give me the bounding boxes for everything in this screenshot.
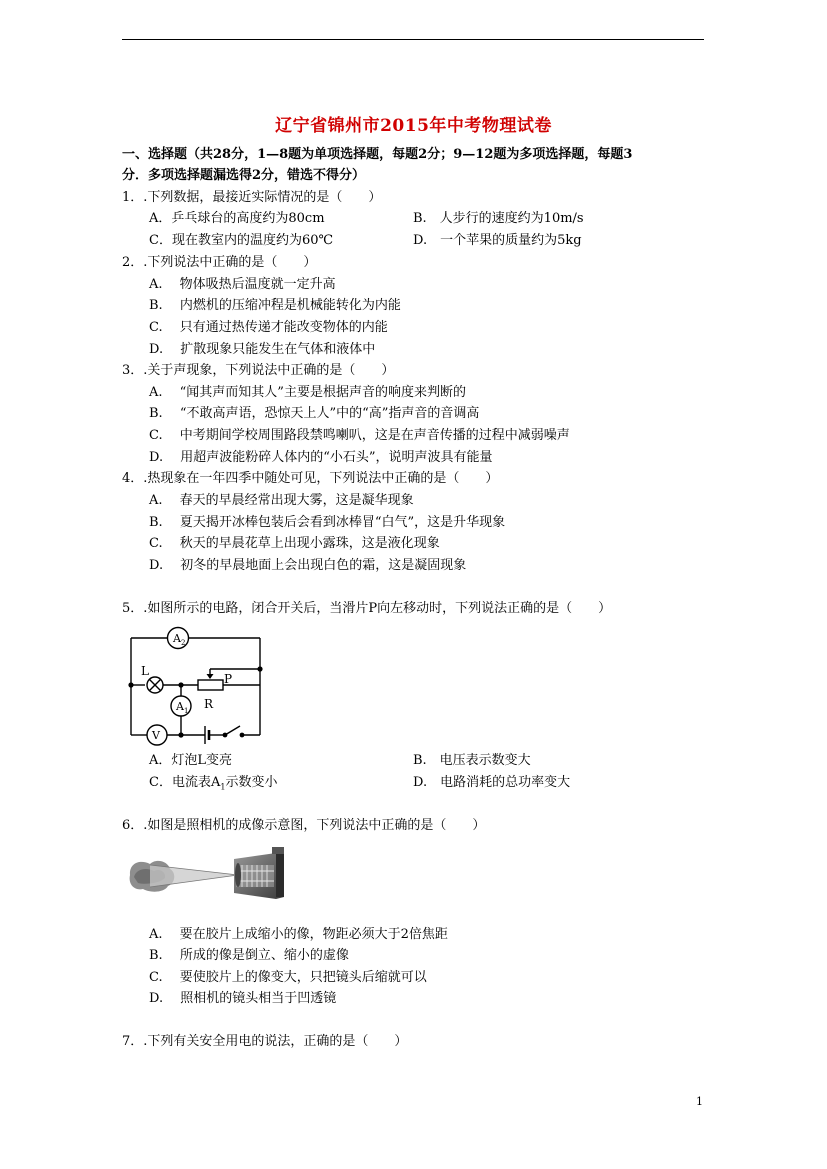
question-1-option-b: B. 人步行的速度约为10m/s	[413, 211, 584, 226]
rheostat-label: R	[204, 697, 214, 711]
voltmeter-label: V	[152, 729, 160, 742]
question-6-option-a: A. 要在胶片上成缩小的像，物距必须大于2倍焦距	[149, 927, 448, 942]
ammeter-a2-label: A	[173, 632, 181, 645]
question-2-option-b: B. 内燃机的压缩冲程是机械能转化为内能	[149, 298, 401, 313]
camera-diagram	[126, 845, 296, 905]
question-5-option-a: A．灯泡L变亮	[149, 753, 233, 768]
question-1-stem: 1．.下列数据，最接近实际情况的是（ ）	[122, 190, 382, 205]
header-rule	[122, 39, 704, 40]
question-2-option-d: D. 扩散现象只能发生在气体和液体中	[149, 342, 376, 357]
question-4-option-c: C. 秋天的早晨花草上出现小露珠，这是液化现象	[149, 536, 440, 551]
circuit-diagram	[120, 620, 270, 748]
question-6-stem: 6．.如图是照相机的成像示意图，下列说法中正确的是（ ）	[122, 818, 486, 833]
question-2-stem: 2．.下列说法中正确的是（ ）	[122, 255, 317, 270]
ammeter-a1-subscript: 1	[184, 707, 189, 715]
page-title: 辽宁省锦州市2015年中考物理试卷	[275, 116, 552, 136]
question-6-option-b: B. 所成的像是倒立、缩小的虚像	[149, 948, 349, 963]
question-1-option-c: C．现在教室内的温度约为60℃	[149, 233, 334, 248]
lamp-label: L	[141, 664, 149, 678]
question-2-option-c: C. 只有通过热传递才能改变物体的内能	[149, 320, 388, 335]
question-5-stem: 5．.如图所示的电路，闭合开关后，当滑片P向左移动时，下列说法正确的是（ ）	[122, 601, 612, 616]
question-3-option-c: C. 中考期间学校周围路段禁鸣喇叭，这是在声音传播的过程中减弱噪声	[149, 428, 570, 443]
section-heading-cont: 分．多项选择题漏选得2分，错选不得分）	[122, 168, 366, 183]
question-1-option-a: A．乒乓球台的高度约为80cm	[149, 211, 325, 226]
question-3-stem: 3．.关于声现象，下列说法中正确的是（ ）	[122, 363, 395, 378]
ammeter-a1-label: A	[176, 700, 184, 713]
slider-label: P	[224, 672, 233, 686]
question-4-option-a: A. 春天的早晨经常出现大雾，这是凝华现象	[149, 493, 414, 508]
question-3-option-b: B. “不敢高声语，恐惊天上人”中的“高”指声音的音调高	[149, 406, 480, 421]
question-6-option-c: C. 要使胶片上的像变大，只把镜头后缩就可以	[149, 970, 427, 985]
question-4-option-d: D. 初冬的早晨地面上会出现白色的霜，这是凝固现象	[149, 558, 467, 573]
question-5-option-c: C．电流表$A_1$示数变小	[149, 775, 278, 792]
question-1-option-d: D. 一个苹果的质量约为5kg	[413, 233, 582, 248]
question-6-option-d: D. 照相机的镜头相当于凹透镜	[149, 991, 337, 1006]
ammeter-a2-subscript: 2	[181, 639, 186, 647]
question-3-option-d: D. 用超声波能粉碎人体内的“小石头”，说明声波具有能量	[149, 450, 493, 465]
question-5-option-d: D. 电路消耗的总功率变大	[413, 775, 571, 790]
page-number: 1	[696, 1095, 703, 1108]
section-heading: 一、选择题（共28分，1—8题为单项选择题，每题2分；9—12题为多项选择题，每题3	[122, 147, 633, 162]
question-7-stem: 7．.下列有关安全用电的说法，正确的是（ ）	[122, 1034, 408, 1049]
question-4-option-b: B. 夏天揭开冰棒包装后会看到冰棒冒“白气”，这是升华现象	[149, 515, 506, 530]
question-5-option-b: B. 电压表示数变大	[413, 753, 531, 768]
question-4-stem: 4．.热现象在一年四季中随处可见，下列说法中正确的是（ ）	[122, 471, 499, 486]
question-2-option-a: A. 物体吸热后温度就一定升高	[149, 277, 336, 292]
question-3-option-a: A. “闻其声而知其人”主要是根据声音的响度来判断的	[149, 385, 466, 400]
